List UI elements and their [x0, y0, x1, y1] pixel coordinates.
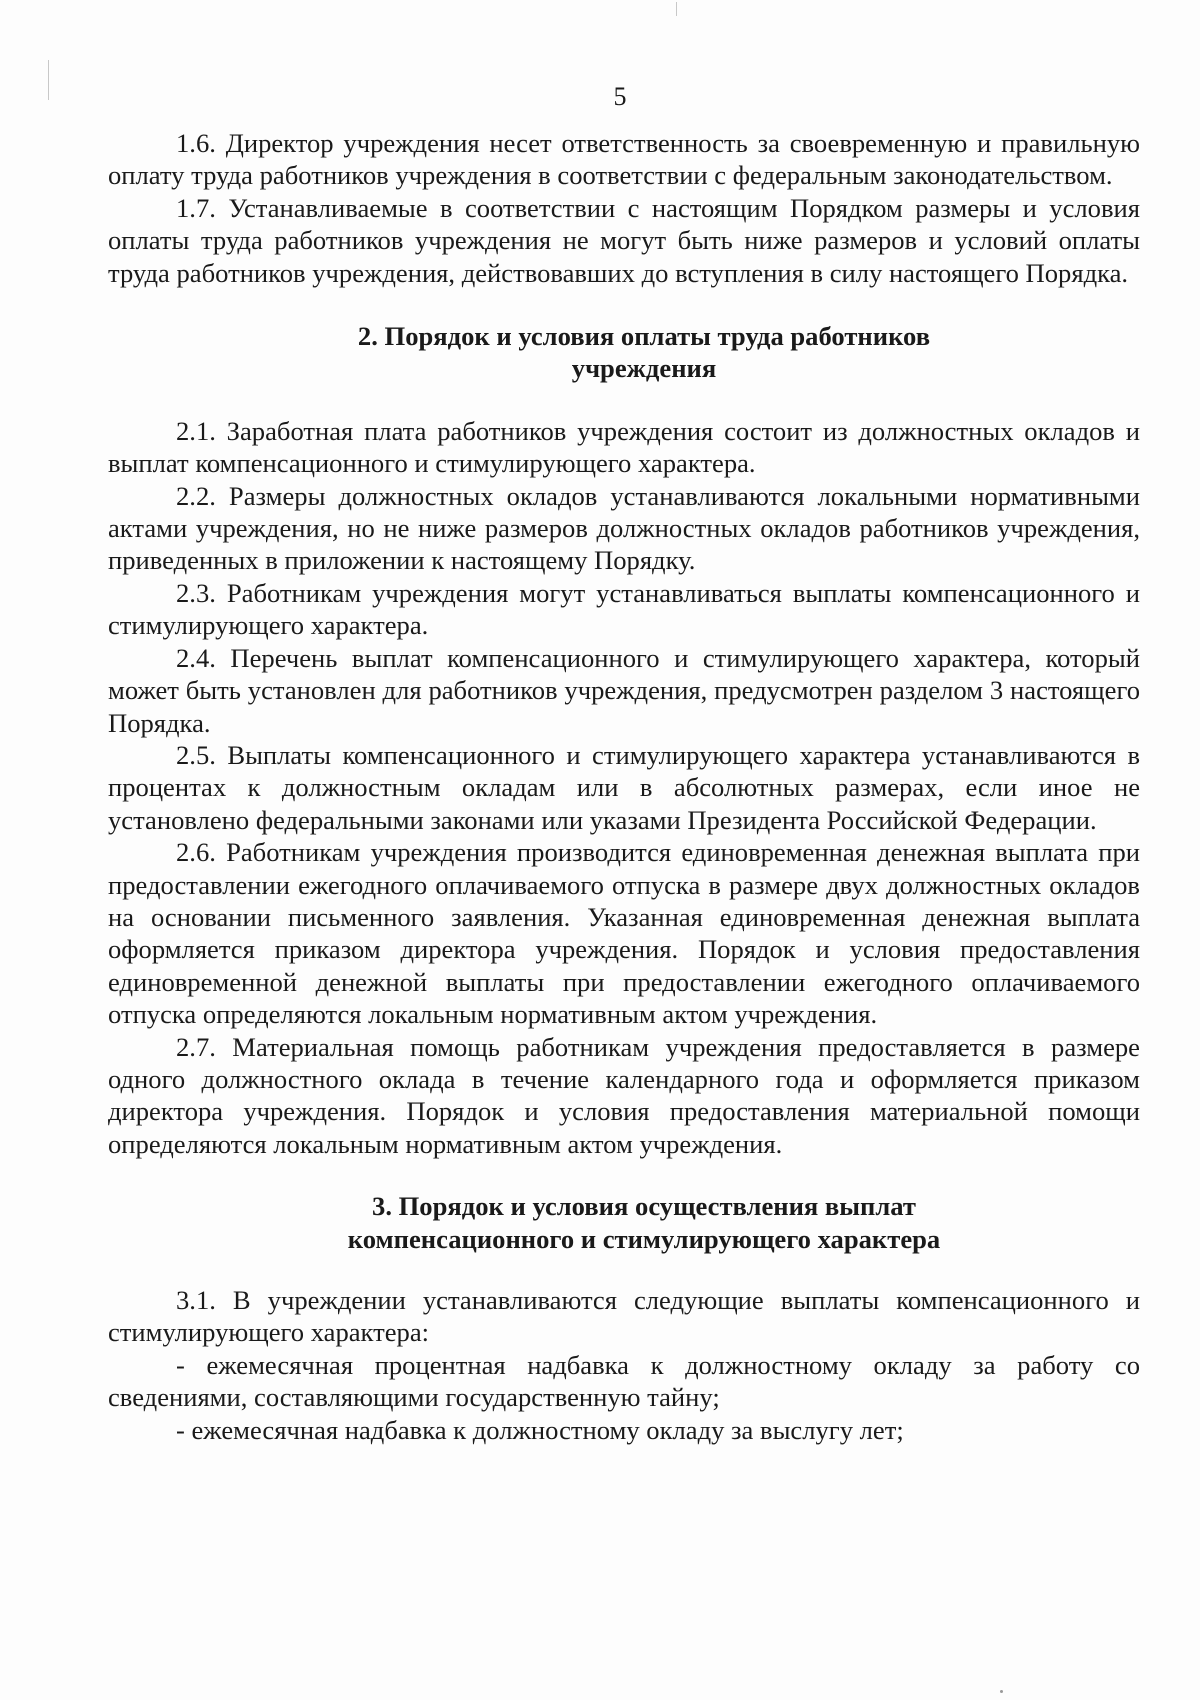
section-2-heading-line2: учреждения	[571, 353, 717, 384]
paragraph-3-1: 3.1. В учреждении устанавливаются следующие выплаты компенсационного и стимулирующего характера:	[108, 1285, 1140, 1348]
paragraph-2-3: 2.3. Работникам учреждения могут устанавливаться выплаты компенсационного и стимулирующего характера.	[108, 577, 1140, 641]
paragraph-2-2: 2.2. Размеры должностных окладов устанавливаются локальными нормативными актами учреждения, но не ниже размеров должностных окладов работников учреждения, приведенных в приложении к настоящему Порядку.	[108, 480, 1140, 576]
page-number: 5	[613, 82, 627, 111]
paragraph-1-6: 1.6. Директор учреждения несет ответственность за своевременную и правильную оплату труда работников учреждения в соответствии с федеральным законодательством.	[108, 128, 1140, 191]
scan-speck	[1000, 1690, 1003, 1693]
scan-edge-mark	[676, 2, 677, 16]
section-2-heading-line1: 2. Порядок и условия оплаты труда работников	[357, 321, 931, 352]
paragraph-2-7: 2.7. Материальная помощь работникам учреждения предоставляется в размере одного должностного оклада в течение календарного года и оформляется приказом директора учреждения. Порядок и условия предоставления материальной помощи определяются локальным нормативным актом учреждения.	[108, 1031, 1140, 1159]
document-body	[108, 127, 1140, 1446]
section-3-heading	[108, 1190, 1140, 1255]
section-2-heading	[108, 320, 1140, 385]
paragraph-2-5: 2.5. Выплаты компенсационного и стимулирующего характера устанавливаются в процентах к должностным окладам или в абсолютных размерах, если иное не установлено федеральными законами или указами Президента Российской Федерации.	[108, 739, 1140, 835]
section-3-heading-line2: компенсационного и стимулирующего характера	[347, 1223, 941, 1254]
section-3-heading-line1: 3. Порядок и условия осуществления выплат	[372, 1191, 916, 1222]
list-item: - ежемесячная надбавка к должностному окладу за выслугу лет;	[176, 1414, 904, 1445]
paragraph-2-1: 2.1. Заработная плата работников учреждения состоит из должностных окладов и выплат компенсационного и стимулирующего характера.	[108, 415, 1140, 479]
paragraph-2-4: 2.4. Перечень выплат компенсационного и стимулирующего характера, который может быть установлен для работников учреждения, предусмотрен разделом 3 настоящего Порядка.	[108, 642, 1140, 738]
paragraph-2-6: 2.6. Работникам учреждения производится единовременная денежная выплата при предоставлении ежегодного оплачиваемого отпуска в размере двух должностных окладов на основании письменного заявления. Указанная единовременная денежная выплата оформляется приказом директора учреждения. Порядок и условия предоставления единовременной денежной выплаты при предоставлении ежегодного оплачиваемого отпуска определяются локальным нормативным актом учреждения.	[108, 837, 1140, 1030]
list-item: - ежемесячная процентная надбавка к должностному окладу за работу со сведениями, составляющими государственную тайну;	[108, 1349, 1140, 1413]
paragraph-1-7: 1.7. Устанавливаемые в соответствии с настоящим Порядком размеры и условия оплаты труда работников учреждения не могут быть ниже размеров и условий оплаты труда работников учреждения, действовавших до вступления в силу настоящего Порядка.	[108, 192, 1140, 288]
